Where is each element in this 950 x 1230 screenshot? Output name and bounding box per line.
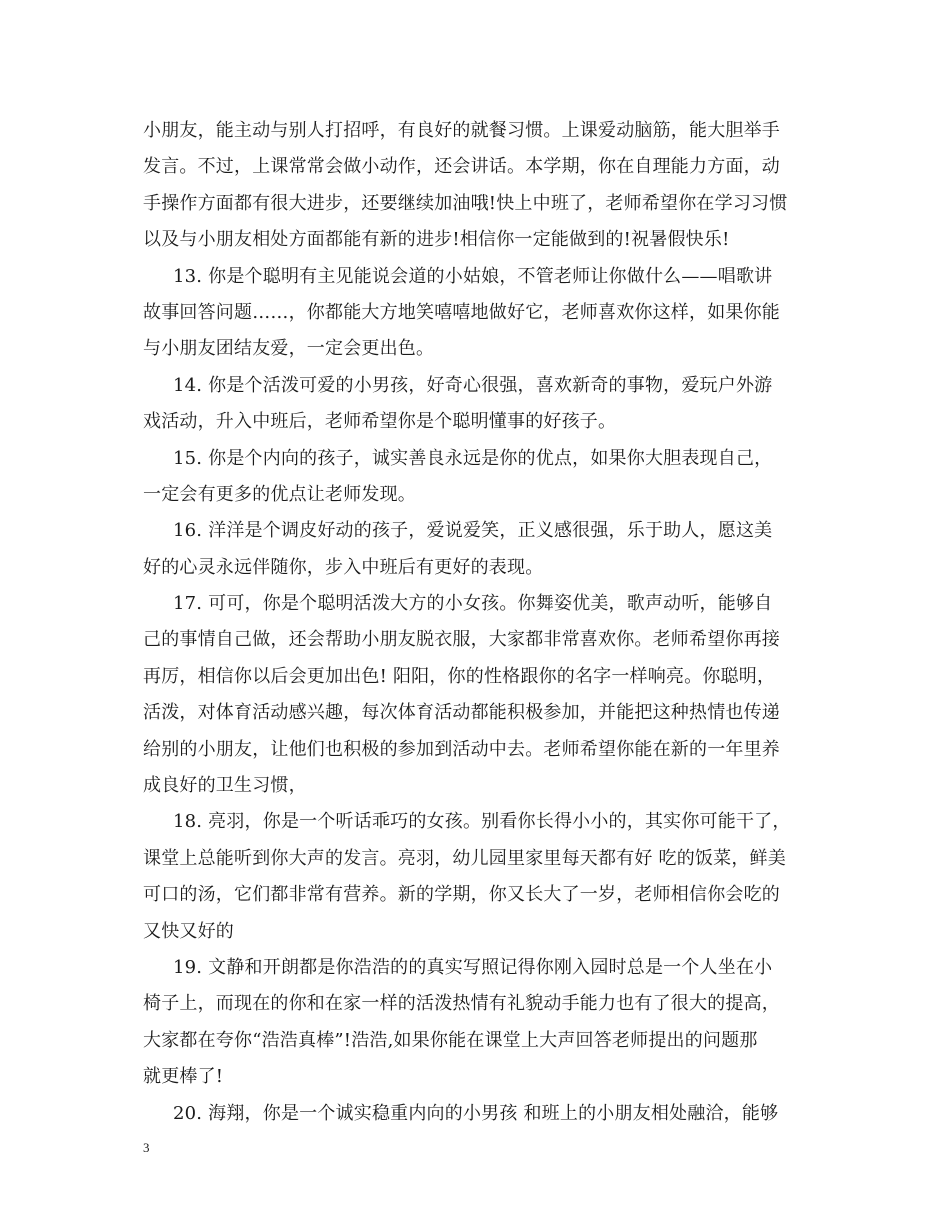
text-line: 椅子上，而现在的你和在家一样的活泼热情有礼貌动手能力也有了很大的提高， (143, 993, 780, 1015)
text-line: 故事回答问题……，你都能大方地笑嘻嘻地做好它，老师喜欢你这样，如果你能 (143, 301, 780, 323)
text-line: 就更棒了! (143, 1066, 224, 1088)
page-number: 3 (143, 1140, 150, 1155)
text-line: 一定会有更多的优点让老师发现。 (143, 483, 416, 505)
text-line: 13. 你是个聪明有主见能说会道的小姑娘，不管老师让你做什么——唱歌讲 (173, 265, 773, 287)
text-line: 小朋友，能主动与别人打招呼，有良好的就餐习惯。上课爱动脑筋，能大胆举手 (143, 120, 780, 141)
text-line: 以及与小朋友相处方面都能有新的进步!相信你一定能做到的!祝暑假快乐! (143, 229, 730, 251)
text-line: 好的心灵永远伴随你，步入中班后有更好的表现。 (143, 556, 544, 578)
document-body (143, 113, 815, 1132)
text-line: 戏活动，升入中班后，老师希望你是个聪明懂事的好孩子。 (143, 411, 617, 433)
text-line: 给别的小朋友，让他们也积极的参加到活动中去。老师希望你能在新的一年里养 (143, 738, 780, 760)
text-line: 课堂上总能听到你大声的发言。亮羽，幼儿园里家里每天都有好 吃的饭菜，鲜美 (143, 847, 786, 869)
text-line: 16. 洋洋是个调皮好动的孩子，爱说爱笑，正义感很强，乐于助人，愿这美 (173, 520, 773, 542)
text-line: 15. 你是个内向的孩子，诚实善良永远是你的优点，如果你大胆表现自己， (173, 447, 773, 469)
text-line: 再厉，相信你以后会更加出色! 阳阳，你的性格跟你的名字一样响亮。你聪明， (143, 665, 776, 687)
text-line: 发言。不过，上课常常会做小动作，还会讲话。本学期，你在自理能力方面，动 (143, 156, 780, 178)
text-line: 19. 文静和开朗都是你浩浩的的真实写照记得你刚入园时总是一个人坐在小 (173, 956, 773, 978)
text-line: 己的事情自己做，还会帮助小朋友脱衣服，大家都非常喜欢你。老师希望你再接 (143, 629, 780, 651)
text-line: 又快又好的 (143, 920, 234, 942)
text-line: 手操作方面都有很大进步，还要继续加油哦!快上中班了，老师希望你在学习习惯 (143, 192, 788, 214)
text-line: 与小朋友团结友爱，一定会更出色。 (143, 338, 435, 360)
text-line: 20. 海翔，你是一个诚实稳重内向的小男孩 和班上的小朋友相处融洽，能够 (173, 1102, 779, 1124)
text-line: 17. 可可，你是个聪明活泼大方的小女孩。你舞姿优美，歌声动听，能够自 (173, 593, 773, 615)
text-line: 14. 你是个活泼可爱的小男孩，好奇心很强，喜欢新奇的事物，爱玩户外游 (173, 374, 773, 396)
text-line: 可口的汤，它们都非常有营养。新的学期，你又长大了一岁，老师相信你会吃的 (143, 884, 780, 906)
text-line: 18. 亮羽，你是一个听话乖巧的女孩。别看你长得小小的，其实你可能干了， (173, 811, 791, 833)
text-line: 活泼，对体育活动感兴趣，每次体育活动都能积极参加，并能把这种热情也传递 (143, 702, 780, 724)
text-line: 大家都在夸你“浩浩真棒”!浩浩,如果你能在课堂上大声回答老师提出的问题那 (143, 1029, 758, 1051)
text-line: 成良好的卫生习惯， (143, 775, 307, 797)
